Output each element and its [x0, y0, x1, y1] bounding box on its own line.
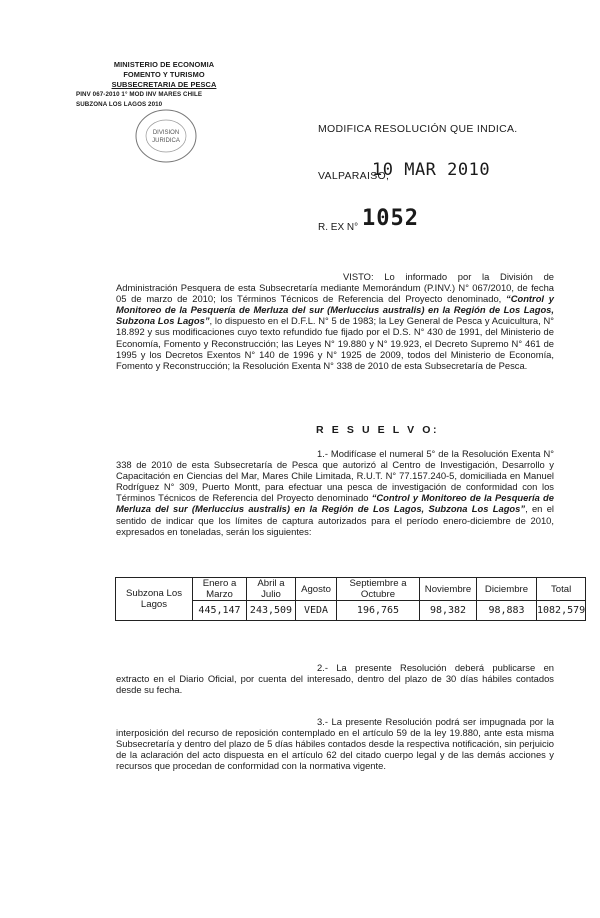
ministry-line: FOMENTO Y TURISMO	[123, 70, 205, 79]
column-header: Abril a Julio	[247, 578, 296, 601]
article-text: 2.- La presente Resolución deberá publicarse en extracto en el Diario Oficial, por cuenta del interesado, dentro del plazo de 30 días hábiles contados desde su fecha.	[116, 662, 554, 696]
ministry-header	[74, 60, 254, 110]
article-3	[116, 716, 554, 771]
reference-code: SUBZONA LOS LAGOS 2010	[76, 101, 163, 108]
document-subject: MODIFICA RESOLUCIÓN QUE INDICA.	[318, 123, 518, 135]
table-cell: 445,147	[193, 601, 247, 621]
resolution-number: 1052	[362, 206, 419, 231]
column-header: Noviembre	[420, 578, 477, 601]
visto-lead: VISTO:	[343, 271, 374, 282]
capture-limits-table	[115, 577, 586, 621]
column-header: Enero a Marzo	[193, 578, 247, 601]
visto-text: , lo dispuesto en el D.F.L. N° 5 de 1983; la Ley General de Pesca y Acuicultura, N° 18.892 y sus modificaciones cuyo texto refundido fue fijado por el D.S. N° 430 de 1991, del Ministerio de Economía, Fomento y Reconstrucción; las Leyes N° 19.880 y N° 19.923, el Decreto Supremo N° 461 de 1995 y los Decretos Exentos N° 140 de 1996 y N° 1925 de 2009, todos del Ministerio de Economía, Fomento y Reconstrucción; la Resolución Exenta N° 338 de 2010 de esta Subsecretaría de Pesca.	[116, 315, 555, 371]
table-cell: 1082,579	[537, 601, 586, 621]
column-header: Septiembre a Octubre	[337, 578, 420, 601]
document-date: 10 MAR 2010	[372, 160, 491, 180]
visto-text: Lo informado por la División de Administración Pesquera de esta Subsecretaría mediante Memorándum (P.INV.) N° 067/2010, de fecha 05 de marzo de 2010; los Términos Técnicos de Referencia del Proyecto denominado,	[116, 271, 554, 305]
project-name: “Control y Monitoreo de la Pesquería de Merluza del sur (Merluccius australis) en la Región de Los Lagos, Subzona Los Lagos”	[116, 293, 554, 327]
column-header: Diciembre	[477, 578, 537, 601]
place-label: VALPARAISO,	[318, 170, 390, 182]
subsecretaria-line: SUBSECRETARIA DE PESCA	[111, 80, 217, 89]
table-row	[116, 578, 586, 601]
table-cell: 98,382	[420, 601, 477, 621]
article-2	[116, 662, 554, 695]
column-header: Agosto	[296, 578, 337, 601]
table-cell: 196,765	[337, 601, 420, 621]
article-1	[116, 448, 554, 537]
resuelvo-heading: R E S U E L V O:	[316, 424, 440, 436]
column-header: Total	[537, 578, 586, 601]
visto-paragraph	[116, 271, 554, 371]
article-text: 3.- La presente Resolución podrá ser impugnada por la interposición del recurso de reposición contemplado en el artículo 59 de la ley 19.880, ante esta misma Subsecretaría y dentro del plazo de 5 días hábiles contados desde la respectiva notificación, sin perjuicio de la aclaración del acto dispuesta en el artículo 62 del citado cuerpo legal y de las demás acciones y recursos que procedan de conformidad con la normativa vigente.	[116, 716, 554, 772]
article-text: 1.- Modifícase el numeral 5° de la Resolución Exenta N° 338 de 2010 de esta Subsecretaría de Pesca que autorizó al Centro de Investigación, Desarrollo y Capacitación en Ciencias del Mar, Mares Chile Limitada, R.U.T. N° 77.157.240-5, domiciliada en Manuel Rodríguez N° 309, Puerto Montt, para efectuar una pesca de investigación de conformidad con los Términos Técnicos de Referencia del Proyecto denominado	[116, 448, 554, 504]
table-cell: 98,883	[477, 601, 537, 621]
project-name: “Control y Monitoreo de la Pesquería de Merluza del sur (Merluccius australis) en la Región de Los Lagos, Subzona Los Lagos”	[116, 492, 554, 515]
division-juridica-stamp	[132, 106, 200, 166]
article-text: , en el sentido de indicar que los límites de captura autorizados para el período enero-diciembre de 2010, expresados en toneladas, serán los siguientes:	[116, 503, 554, 537]
ministry-line: MINISTERIO DE ECONOMIA	[113, 60, 215, 69]
row-label: Subzona Los Lagos	[116, 578, 193, 621]
table-cell: 243,509	[247, 601, 296, 621]
resolution-label: R. EX N°	[318, 222, 359, 233]
reference-code: PINV 067-2010 1° MOD INV MARES CHILE	[76, 91, 203, 98]
stamp-text: JURIDICA	[152, 138, 180, 144]
table-cell: VEDA	[296, 601, 337, 621]
stamp-text: DIVISION	[152, 130, 180, 136]
